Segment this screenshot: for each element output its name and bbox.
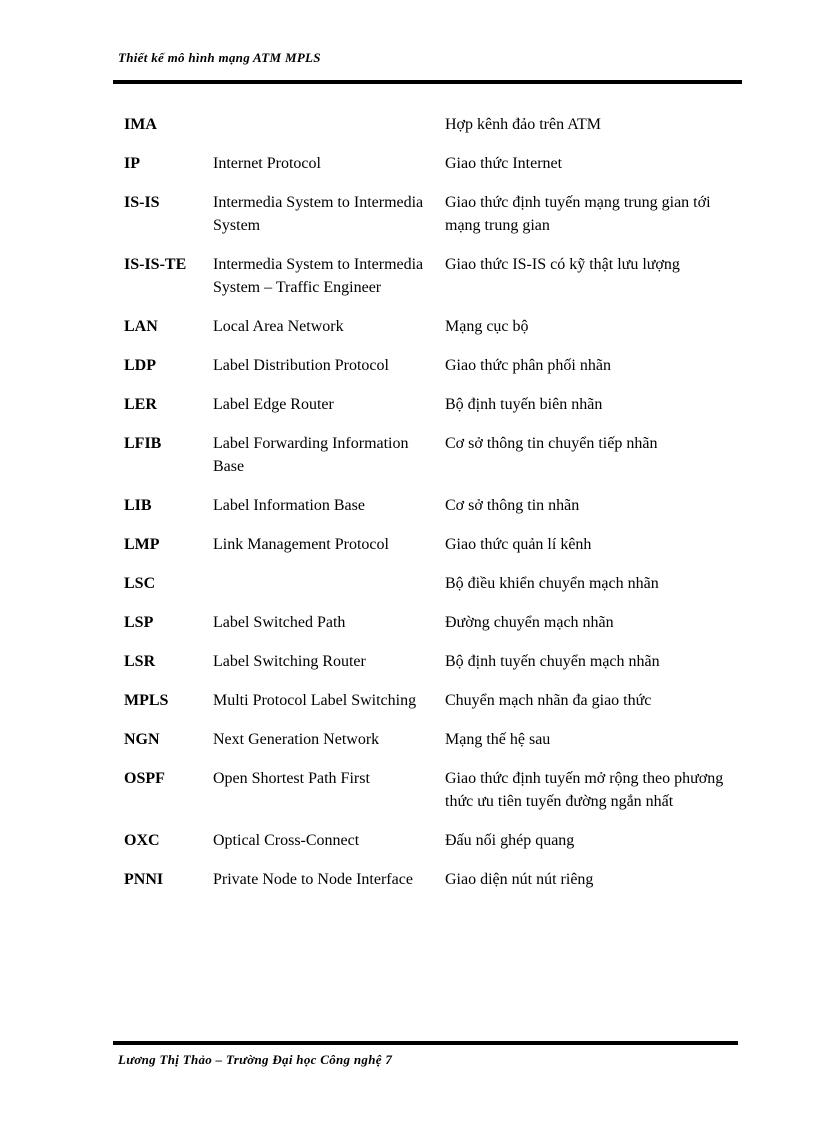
page-footer bbox=[118, 1052, 392, 1068]
abbreviation-cell: IP bbox=[124, 155, 140, 172]
table-row bbox=[124, 113, 744, 152]
table-row bbox=[124, 393, 744, 432]
table-row bbox=[124, 689, 744, 728]
vietnamese-term-cell: Đấu nối ghép quang bbox=[445, 832, 575, 849]
abbreviation-cell: LER bbox=[124, 396, 157, 413]
english-term-cell: Link Management Protocol bbox=[213, 536, 389, 553]
table-row bbox=[124, 868, 744, 907]
vietnamese-term-cell: Mạng cục bộ bbox=[445, 318, 529, 335]
table-row bbox=[124, 432, 744, 494]
abbreviation-cell: IS-IS bbox=[124, 194, 160, 211]
vietnamese-term-cell: Giao thức định tuyến mở rộng theo phương thức ưu tiên tuyến đường ngắn nhất bbox=[445, 770, 724, 810]
abbreviation-cell: LFIB bbox=[124, 435, 162, 452]
abbreviation-cell: PNNI bbox=[124, 871, 164, 888]
table-row bbox=[124, 494, 744, 533]
english-term-cell: Label Switching Router bbox=[213, 653, 366, 670]
header-rule bbox=[113, 80, 742, 84]
english-term-cell: Next Generation Network bbox=[213, 731, 380, 748]
footer-text: Lương Thị Thảo – Trường Đại học Công nghệ bbox=[118, 1052, 382, 1067]
english-term-cell: Intermedia System to Intermedia System bbox=[213, 194, 424, 234]
table-row bbox=[124, 611, 744, 650]
english-term-cell: Intermedia System to Intermedia System – Traffic Engineer bbox=[213, 256, 424, 296]
vietnamese-term-cell: Hợp kênh đảo trên ATM bbox=[445, 116, 601, 133]
table-row bbox=[124, 533, 744, 572]
vietnamese-term-cell: Đường chuyển mạch nhãn bbox=[445, 614, 614, 631]
abbreviation-cell: NGN bbox=[124, 731, 160, 748]
english-term-cell: Label Information Base bbox=[213, 497, 365, 514]
abbreviation-cell: LSR bbox=[124, 653, 156, 670]
english-term-cell: Local Area Network bbox=[213, 318, 344, 335]
abbreviation-cell: IMA bbox=[124, 116, 157, 133]
page-number: 7 bbox=[385, 1052, 393, 1067]
english-term-cell: Open Shortest Path First bbox=[213, 770, 370, 787]
abbreviation-cell: LSC bbox=[124, 575, 156, 592]
abbreviation-cell: LAN bbox=[124, 318, 158, 335]
vietnamese-term-cell: Giao thức phân phối nhãn bbox=[445, 357, 611, 374]
table-row bbox=[124, 354, 744, 393]
abbreviation-cell: LSP bbox=[124, 614, 154, 631]
abbreviation-cell: IS-IS-TE bbox=[124, 256, 187, 273]
english-term-cell: Internet Protocol bbox=[213, 155, 321, 172]
abbreviation-cell: LIB bbox=[124, 497, 152, 514]
english-term-cell: Optical Cross-Connect bbox=[213, 832, 360, 849]
abbreviation-cell: LMP bbox=[124, 536, 160, 553]
header-title: Thiết kế mô hình mạng ATM MPLS bbox=[118, 50, 321, 65]
vietnamese-term-cell: Bộ điều khiển chuyển mạch nhãn bbox=[445, 575, 659, 592]
english-term-cell: Private Node to Node Interface bbox=[213, 871, 413, 888]
footer-rule bbox=[113, 1041, 738, 1045]
table-row bbox=[124, 152, 744, 191]
table-row bbox=[124, 315, 744, 354]
table-row bbox=[124, 650, 744, 689]
abbreviation-cell: OXC bbox=[124, 832, 160, 849]
abbreviation-cell: LDP bbox=[124, 357, 156, 374]
english-term-cell: Label Switched Path bbox=[213, 614, 346, 631]
vietnamese-term-cell: Bộ định tuyến biên nhãn bbox=[445, 396, 603, 413]
abbreviation-cell: OSPF bbox=[124, 770, 165, 787]
english-term-cell bbox=[213, 572, 445, 611]
table-row bbox=[124, 767, 744, 829]
vietnamese-term-cell: Bộ định tuyến chuyển mạch nhãn bbox=[445, 653, 660, 670]
table-row bbox=[124, 728, 744, 767]
vietnamese-term-cell: Giao diện nút nút riêng bbox=[445, 871, 594, 888]
vietnamese-term-cell: Giao thức IS-IS có kỹ thật lưu lượng bbox=[445, 256, 680, 273]
page-header bbox=[118, 50, 321, 66]
abbreviation-table bbox=[124, 113, 744, 907]
vietnamese-term-cell: Chuyển mạch nhãn đa giao thức bbox=[445, 692, 652, 709]
vietnamese-term-cell: Giao thức định tuyến mạng trung gian tới mạng trung gian bbox=[445, 194, 711, 234]
table-row bbox=[124, 829, 744, 868]
table-row bbox=[124, 572, 744, 611]
vietnamese-term-cell: Giao thức Internet bbox=[445, 155, 563, 172]
vietnamese-term-cell: Cơ sở thông tin chuyển tiếp nhãn bbox=[445, 435, 658, 452]
table-row bbox=[124, 191, 744, 253]
english-term-cell bbox=[213, 113, 445, 152]
vietnamese-term-cell: Cơ sở thông tin nhãn bbox=[445, 497, 580, 514]
english-term-cell: Label Forwarding Information Base bbox=[213, 435, 409, 475]
english-term-cell: Label Distribution Protocol bbox=[213, 357, 389, 374]
abbreviation-cell: MPLS bbox=[124, 692, 169, 709]
vietnamese-term-cell: Giao thức quản lí kênh bbox=[445, 536, 592, 553]
abbreviation-table-body bbox=[124, 113, 744, 907]
table-row bbox=[124, 253, 744, 315]
english-term-cell: Label Edge Router bbox=[213, 396, 334, 413]
english-term-cell: Multi Protocol Label Switching bbox=[213, 692, 417, 709]
vietnamese-term-cell: Mạng thế hệ sau bbox=[445, 731, 551, 748]
